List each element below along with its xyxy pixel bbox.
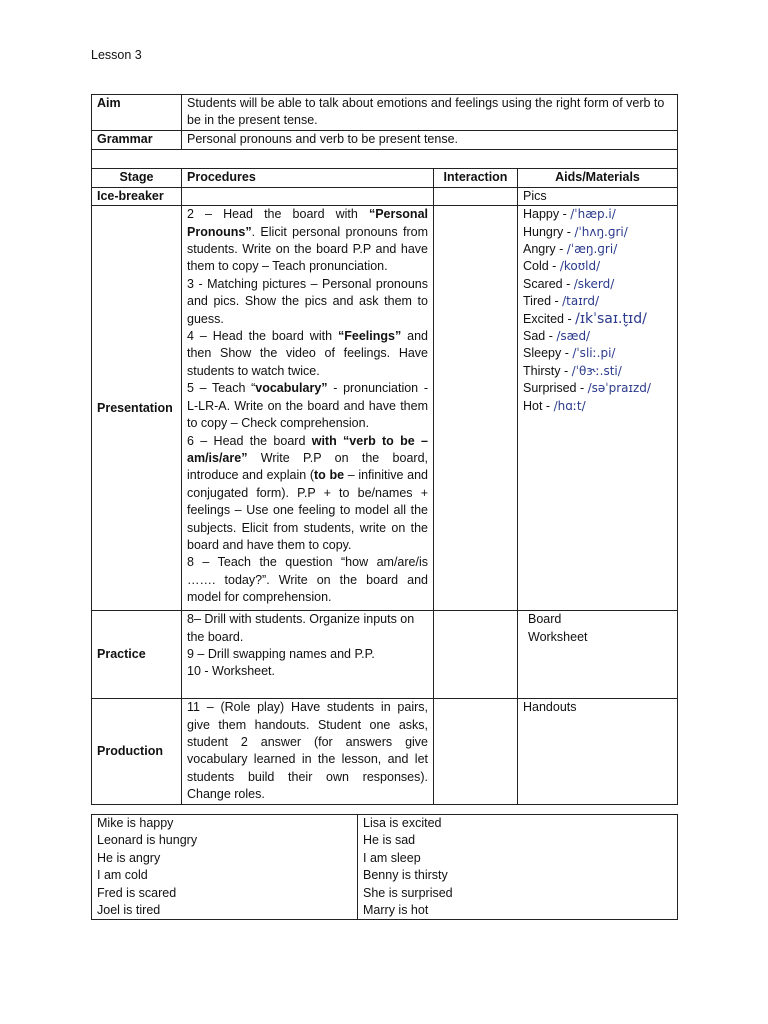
grammar-label: Grammar: [92, 130, 182, 149]
sentence: He is sad: [363, 833, 416, 848]
header-procedures: Procedures: [182, 168, 434, 187]
sentence: Joel is tired: [97, 903, 161, 918]
sentence: I am cold: [97, 868, 148, 883]
vocab-item: Hot - /hɑːt/: [523, 398, 586, 413]
vocab-item: Tired - /taɪrd/: [523, 294, 600, 309]
lesson-plan-table: [91, 94, 678, 805]
sentence: Fred is scared: [97, 885, 177, 900]
procedure-step: 4 – Head the board with “Feelings” and then Show the video of feelings. Have students to watch twice.: [187, 329, 428, 378]
grammar-text: Personal pronouns and verb to be present tense.: [182, 130, 678, 149]
procedure-step: 6 – Head the board with “verb to be – am/is/are” Write P.P on the board, introduce and explain (to be – infinitive and conjugated form). P.P + to be/names + feelings – Use one feeling to model all the subjects. Elicit from students, write on the board and have them to copy.: [187, 433, 428, 552]
vocab-item: Sad - /sæd/: [523, 329, 591, 344]
icebreaker-procedures: [182, 187, 434, 205]
practice-interaction: [434, 611, 518, 699]
sentences-table: [91, 814, 678, 920]
vocab-item: Scared - /skerd/: [523, 276, 615, 291]
vocab-item: Angry - /ˈæŋ.ɡri/: [523, 242, 618, 257]
sentences-right: [358, 815, 678, 920]
production-interaction: [434, 699, 518, 804]
aim-label: Aim: [92, 95, 182, 131]
production-procedures: 11 – (Role play) Have students in pairs, give them handouts. Student one asks, student 2 answer (for answers give vocabulary learned in the lesson, and let students build their own responses). Change roles.: [182, 699, 434, 804]
presentation-interaction: [434, 206, 518, 611]
lesson-title: Lesson 3: [91, 48, 142, 62]
sentence: She is surprised: [363, 885, 453, 900]
vocab-item: Happy - /ˈhæp.i/: [523, 207, 616, 222]
presentation-stage: Presentation: [92, 206, 182, 611]
sentence: Benny is thirsty: [363, 868, 448, 883]
vocab-item: Excited - /ɪkˈsaɪ.t̬ɪd/: [523, 310, 647, 327]
practice-procedures: [182, 611, 434, 699]
vocab-item: Sleepy - /ˈsliː.pi/: [523, 346, 616, 361]
production-stage: Production: [92, 699, 182, 804]
vocab-item: Cold - /koʊld/: [523, 259, 601, 274]
vocab-item: Surprised - /səˈpraɪzd/: [523, 381, 651, 396]
vocabulary-list: [518, 206, 678, 611]
sentence: Marry is hot: [363, 903, 429, 918]
procedure-step: 2 – Head the board with “Personal Pronouns”. Elicit personal pronouns from students. Write on the board P.P and have them to copy – Teach pronunciation.: [187, 207, 428, 274]
icebreaker-aids: Pics: [518, 187, 678, 205]
icebreaker-interaction: [434, 187, 518, 205]
header-stage: Stage: [92, 168, 182, 187]
sentence: He is angry: [97, 850, 161, 865]
aid-item: Board: [528, 612, 562, 627]
procedure-step: 5 – Teach “vocabulary” - pronunciation - L-LR-A. Write on the board and have them to copy – Check comprehension.: [187, 381, 428, 431]
vocab-item: Hungry - /ˈhʌŋ.ɡri/: [523, 224, 628, 239]
practice-stage: Practice: [92, 611, 182, 699]
sentence: Leonard is hungry: [97, 833, 198, 848]
sentences-left: [92, 815, 358, 920]
vocab-item: Thirsty - /ˈθɝː.sti/: [523, 363, 622, 378]
presentation-procedures: [182, 206, 434, 611]
spacer-row: [92, 149, 678, 168]
sentence: Mike is happy: [97, 816, 174, 830]
icebreaker-stage: Ice-breaker: [92, 187, 182, 205]
procedure-step: 8– Drill with students. Organize inputs on the board.: [187, 612, 415, 644]
sentence: Lisa is excited: [363, 816, 442, 830]
sentence: I am sleep: [363, 850, 421, 865]
practice-aids: [518, 611, 678, 699]
procedure-step: 10 - Worksheet.: [187, 664, 276, 679]
aim-text: Students will be able to talk about emotions and feelings using the right form of verb to be in the present tense.: [182, 95, 678, 131]
production-aids: Handouts: [518, 699, 678, 804]
aid-item: Worksheet: [528, 629, 588, 644]
header-interaction: Interaction: [434, 168, 518, 187]
procedure-step: 3 - Matching pictures – Personal pronouns and pics. Show the pics and ask them to guess.: [187, 276, 428, 326]
procedure-step: 8 – Teach the question “how am/are/is ……. today?”. Write on the board and model for comprehension.: [187, 555, 428, 605]
header-aids: Aids/Materials: [518, 168, 678, 187]
procedure-step: 9 – Drill swapping names and P.P.: [187, 647, 375, 662]
